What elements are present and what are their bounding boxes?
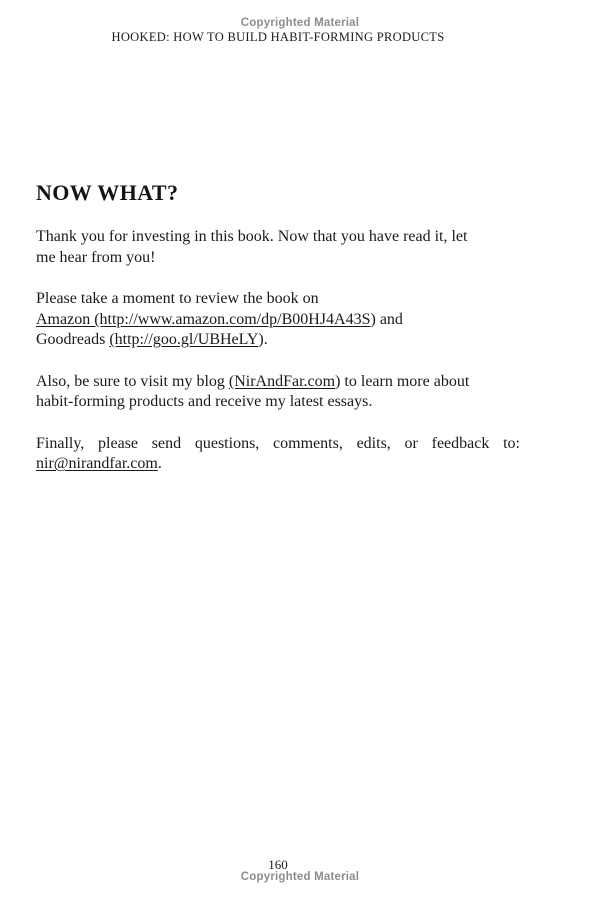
page-number: 160 bbox=[268, 857, 288, 872]
underlined-link-text: nir@nirandfar.com bbox=[36, 455, 158, 472]
section-heading: NOW WHAT? bbox=[36, 180, 179, 205]
text-segment: Also, be sure to visit my blog bbox=[36, 372, 229, 390]
text-line-justified bbox=[36, 434, 520, 455]
copyright-watermark-top: Copyrighted Material bbox=[240, 17, 360, 29]
text-segment: Thank you for investing in this book. Now that you have read it, let bbox=[36, 228, 468, 245]
text-line-goodreads-link bbox=[36, 330, 520, 351]
text-line-amazon-link bbox=[36, 310, 520, 331]
underlined-link-text: (NirAndFar.com bbox=[228, 372, 336, 390]
underlined-link-text: (http://goo.gl/UBHeLY bbox=[109, 331, 259, 348]
text-segment: Please take a moment to review the book on bbox=[36, 290, 319, 307]
paragraph-blog bbox=[36, 372, 520, 413]
text-line bbox=[36, 289, 520, 310]
text-line-email-link bbox=[36, 454, 520, 475]
text-segment: me hear from you! bbox=[36, 248, 156, 266]
copyright-watermark-bottom: Copyrighted Material bbox=[240, 871, 360, 883]
paragraph-thank-you bbox=[36, 227, 520, 268]
text-segment: Goodreads bbox=[36, 331, 110, 348]
running-header-book-title: HOOKED: HOW TO BUILD HABIT-FORMING PRODUCTS bbox=[111, 30, 445, 44]
text-line bbox=[36, 248, 520, 269]
text-segment: ) to learn more about bbox=[335, 372, 470, 390]
body-text-block bbox=[36, 227, 520, 496]
text-segment: habit-forming products and receive my latest essays. bbox=[36, 393, 373, 410]
text-segment: ). bbox=[258, 331, 268, 348]
underlined-link-text: Amazon (http://www.amazon.com/dp/B00HJ4A43S bbox=[36, 310, 371, 328]
paragraph-review-request bbox=[36, 289, 520, 351]
text-line bbox=[36, 227, 520, 248]
text-line-blog-link bbox=[36, 372, 520, 393]
paragraph-feedback bbox=[36, 434, 520, 475]
text-line bbox=[36, 392, 520, 413]
text-segment: ) and bbox=[370, 310, 403, 328]
text-segment: . bbox=[157, 455, 162, 472]
text-segment: Finally, please send questions, comments, edits, or feedback to: bbox=[36, 434, 520, 452]
